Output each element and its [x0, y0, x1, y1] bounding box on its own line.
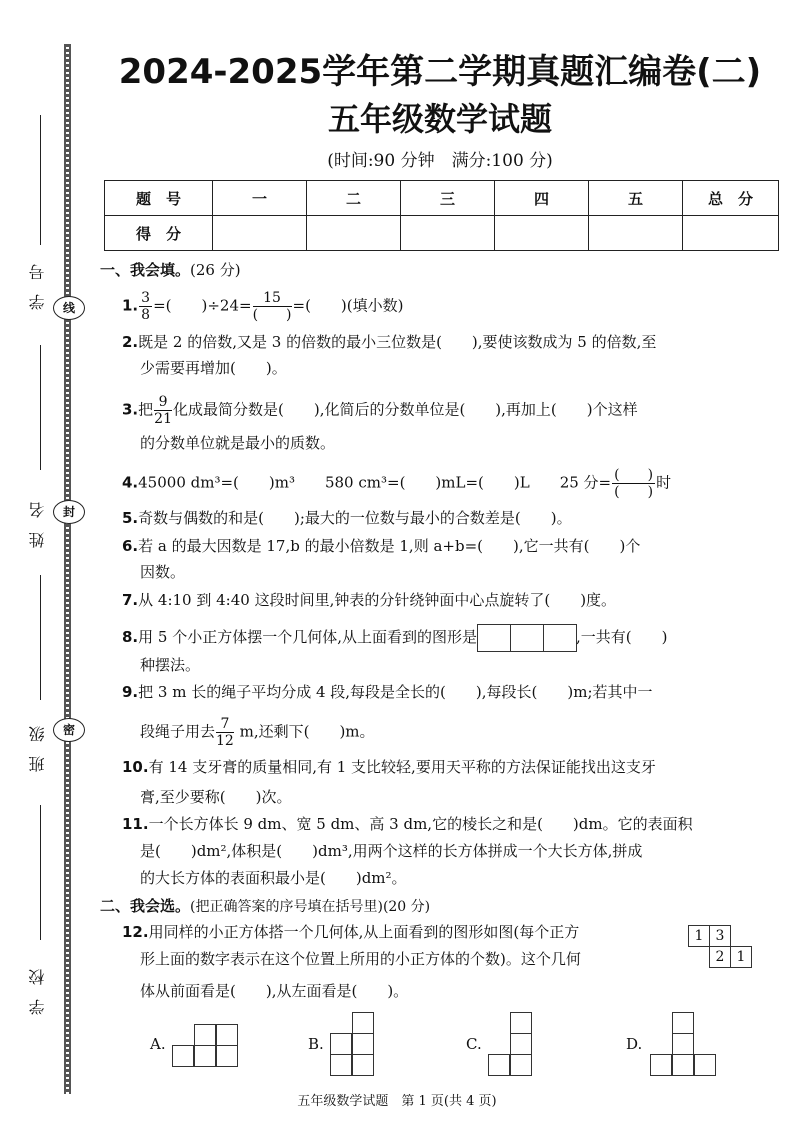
- q-text: ,一共有( ): [576, 628, 668, 646]
- score-header: 题 号: [105, 181, 213, 216]
- grid-cell: 1: [730, 946, 752, 968]
- label-class: 班级: [28, 712, 47, 772]
- exam-info: (时间:90 分钟 满分:100 分): [327, 151, 553, 171]
- option-a-label[interactable]: A.: [150, 1035, 166, 1053]
- q-text: 有 14 支牙膏的质量相同,有 1 支比较轻,要用天平称的方法保证能找出这支牙: [148, 758, 656, 776]
- q-text: 膏,至少要称( )次。: [140, 788, 292, 806]
- question-8: [122, 624, 667, 652]
- question-5: [122, 508, 572, 528]
- denominator: ( ): [614, 484, 654, 500]
- section-2-heading: [100, 895, 430, 916]
- q-num: 8.: [122, 628, 139, 646]
- numerator: 3: [141, 290, 151, 306]
- numerator: 15: [253, 290, 292, 307]
- name-field[interactable]: [40, 345, 41, 470]
- numerator: 7: [216, 716, 234, 733]
- question-9: [122, 682, 653, 702]
- student-id-field[interactable]: [40, 115, 41, 245]
- score-row-label: 得 分: [105, 216, 213, 251]
- fraction: [154, 394, 172, 427]
- option-d-label[interactable]: D.: [626, 1035, 643, 1053]
- question-12: [122, 922, 579, 942]
- denominator: 8: [141, 307, 151, 323]
- q-text: 把 3 m 长的绳子平均分成 4 段,每段是全长的( ),每段长( )m;若其中一: [138, 683, 653, 701]
- q-text: =( )(填小数): [292, 296, 404, 315]
- label-school: 学校: [28, 955, 47, 1015]
- q-num: 11.: [122, 815, 149, 833]
- page-footer: 五年级数学试题 第 1 页(共 4 页): [297, 1094, 497, 1109]
- question-10: [122, 757, 656, 777]
- denominator: 12: [216, 733, 234, 749]
- q-text: =( )÷24=: [153, 296, 252, 315]
- q-text: 段绳子用去: [140, 722, 216, 741]
- question-2: [122, 332, 656, 352]
- q-text: m,还剩下( )m。: [234, 722, 375, 741]
- grid-cell: 2: [709, 946, 731, 968]
- q-text: 化成最简分数是( ),化简后的分数单位是( ),再加上( )个这样: [172, 400, 638, 419]
- q-text: 从 4:10 到 4:40 这段时间里,钟表的分针绕钟面中心点旋转了( )度。: [138, 591, 617, 609]
- binding-strip: [64, 44, 71, 1094]
- q-text: 奇数与偶数的和是( );最大的一位数与最小的合数差是( )。: [138, 509, 572, 527]
- q-num: 9.: [122, 683, 139, 701]
- question-3: [122, 394, 638, 427]
- seal-secret: 密: [53, 718, 85, 742]
- score-header: 总 分: [683, 181, 779, 216]
- q-text: 把: [138, 400, 154, 419]
- top-view-figure: [477, 628, 576, 646]
- denominator: 21: [154, 411, 172, 427]
- fraction: [216, 716, 234, 749]
- numerator: 9: [154, 394, 172, 411]
- fraction: [139, 290, 152, 323]
- denominator: ( ): [252, 307, 292, 323]
- fraction: [253, 290, 292, 323]
- section-note: (把正确答案的序号填在括号里)(20 分): [190, 899, 431, 915]
- q-num: 4.: [122, 473, 139, 492]
- score-header: 二: [307, 181, 401, 216]
- q-text: 一个长方体长 9 dm、宽 5 dm、高 3 dm,它的棱长之和是( )dm。它的表面积: [148, 815, 693, 833]
- question-9-line-2: [140, 716, 375, 749]
- q-num: 6.: [122, 537, 139, 555]
- section-1-heading: [100, 259, 241, 280]
- score-cell[interactable]: [307, 216, 401, 251]
- score-header: 三: [401, 181, 495, 216]
- fraction: [612, 467, 655, 500]
- q-num: 5.: [122, 509, 139, 527]
- score-header: 一: [213, 181, 307, 216]
- score-table: [104, 180, 779, 251]
- score-cell[interactable]: [401, 216, 495, 251]
- score-cell[interactable]: [213, 216, 307, 251]
- option-c-label[interactable]: C.: [466, 1035, 482, 1053]
- numerator: ( ): [614, 467, 654, 483]
- q-text: 时: [656, 473, 672, 492]
- class-field[interactable]: [40, 575, 41, 700]
- q-num: 12.: [122, 923, 149, 941]
- q-text: 是( )dm²,体积是( )dm³,用两个这样的长方体拼成一个大长方体,拼成: [140, 842, 643, 860]
- exam-title: 2024-2025学年第二学期真题汇编卷(二): [118, 52, 762, 92]
- school-field[interactable]: [40, 805, 41, 940]
- q-num: 10.: [122, 758, 149, 776]
- grid-cell: 1: [688, 925, 710, 947]
- label-name: 姓名: [28, 488, 47, 548]
- seal-seal: 封: [53, 500, 85, 524]
- q-text: 若 a 的最大因数是 17,b 的最小倍数是 1,则 a+b=( ),它一共有( )个: [138, 537, 641, 555]
- q-text: 用同样的小正方体搭一个几何体,从上面看到的图形如图(每个正方: [148, 923, 580, 941]
- section-title: 二、我会选。: [100, 897, 191, 915]
- question-6: [122, 536, 640, 556]
- question-4: [122, 467, 671, 500]
- q-text: 少需要再增加( )。: [140, 359, 287, 377]
- score-cell[interactable]: [683, 216, 779, 251]
- q-num: 7.: [122, 591, 139, 609]
- q-num: 3.: [122, 400, 139, 419]
- q-text: 种摆法。: [140, 656, 201, 674]
- q-text: 既是 2 的倍数,又是 3 的倍数的最小三位数是( ),要使该数成为 5 的倍数,至: [138, 333, 657, 351]
- q-num: 2.: [122, 333, 139, 351]
- q-num: 1.: [122, 296, 139, 315]
- question-11: [122, 814, 693, 834]
- q-text: 体从前面看是( ),从左面看是( )。: [140, 982, 409, 1000]
- section-title: 一、我会填。: [100, 261, 191, 279]
- grid-cell: 3: [709, 925, 731, 947]
- q-text: 因数。: [140, 563, 186, 581]
- label-student-id: 学号: [28, 250, 47, 310]
- q-text: 的分数单位就是最小的质数。: [140, 434, 336, 452]
- section-score: (26 分): [190, 261, 241, 279]
- q-text: 的大长方体的表面积最小是( )dm²。: [140, 869, 407, 887]
- q-text: 45000 dm³=( )m³ 580 cm³=( )mL=( )L 25 分=: [138, 473, 612, 492]
- score-cell[interactable]: [589, 216, 683, 251]
- score-header: 五: [589, 181, 683, 216]
- q-text: 用 5 个小正方体摆一个几何体,从上面看到的图形是: [138, 628, 477, 646]
- option-b-label[interactable]: B.: [308, 1035, 324, 1053]
- question-1: [122, 290, 403, 323]
- exam-subtitle: 五年级数学试题: [327, 100, 552, 138]
- seal-line: 线: [53, 296, 85, 320]
- score-header: 四: [495, 181, 589, 216]
- question-7: [122, 590, 616, 610]
- q-text: 形上面的数字表示在这个位置上所用的小正方体的个数)。这个几何: [140, 950, 581, 968]
- score-cell[interactable]: [495, 216, 589, 251]
